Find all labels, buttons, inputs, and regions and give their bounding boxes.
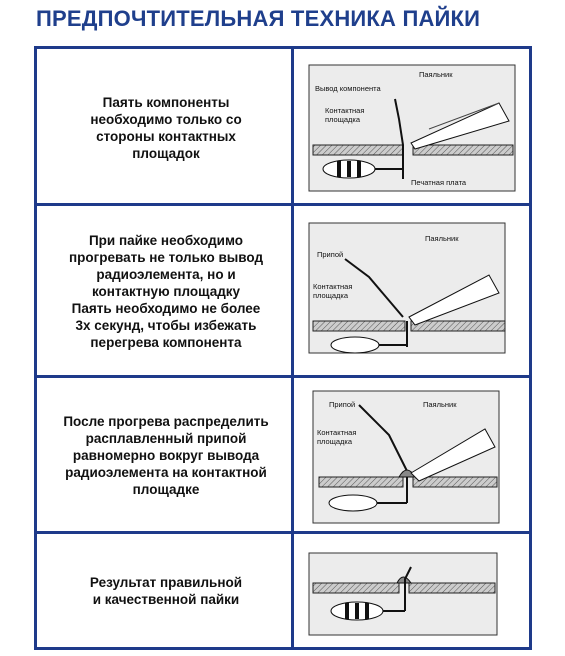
pcb-board: [409, 583, 495, 593]
pcb-board: [411, 321, 505, 331]
step-1-text: Паять компоненты необходимо только со стороны контактных площадок: [90, 95, 242, 161]
technique-table: [34, 46, 532, 650]
step-2-text: При пайке необходимо прогревать не только вывод радиоэлемента, но и контактную площадку Паять необходимо не более 3х секунд, чтобы избежать перегрева компонента: [68, 232, 264, 350]
label-pad: Контактная площадка: [313, 282, 353, 300]
pcb-board: [313, 321, 405, 331]
row-divider: [37, 531, 529, 534]
row-divider: [37, 375, 529, 378]
pcb-board: [313, 145, 403, 155]
page-title: ПРЕДПОЧТИТЕЛЬНАЯ ТЕХНИКА ПАЙКИ: [36, 6, 481, 31]
row-divider: [37, 203, 529, 206]
step-3-diagram: [299, 385, 527, 525]
label-iron: Паяльник: [423, 400, 457, 409]
label-iron: Паяльник: [425, 234, 459, 243]
label-board: Печатная плата: [411, 178, 467, 187]
step-3-text: После прогрева распределить расплавленный припой равномерно вокруг вывода радиоэлемента на контактной площадке: [63, 413, 269, 497]
pcb-board: [319, 477, 403, 487]
label-iron: Паяльник: [419, 70, 453, 79]
step-4-text: Результат правильной и качественной пайки: [89, 575, 243, 607]
resistor: [331, 337, 379, 353]
label-pad: Контактная площадка: [325, 106, 365, 124]
column-divider: [291, 49, 294, 647]
pcb-board: [313, 583, 399, 593]
pcb-board: [413, 145, 513, 155]
step-1-diagram: [299, 59, 527, 197]
step-2-diagram: [299, 217, 527, 365]
label-solder: Припой: [329, 400, 356, 409]
label-pad: Контактная площадка: [317, 428, 357, 446]
label-lead: Вывод компонента: [315, 84, 381, 93]
step-4-diagram: [299, 549, 527, 641]
resistor: [329, 495, 377, 511]
label-solder: Припой: [317, 250, 344, 259]
